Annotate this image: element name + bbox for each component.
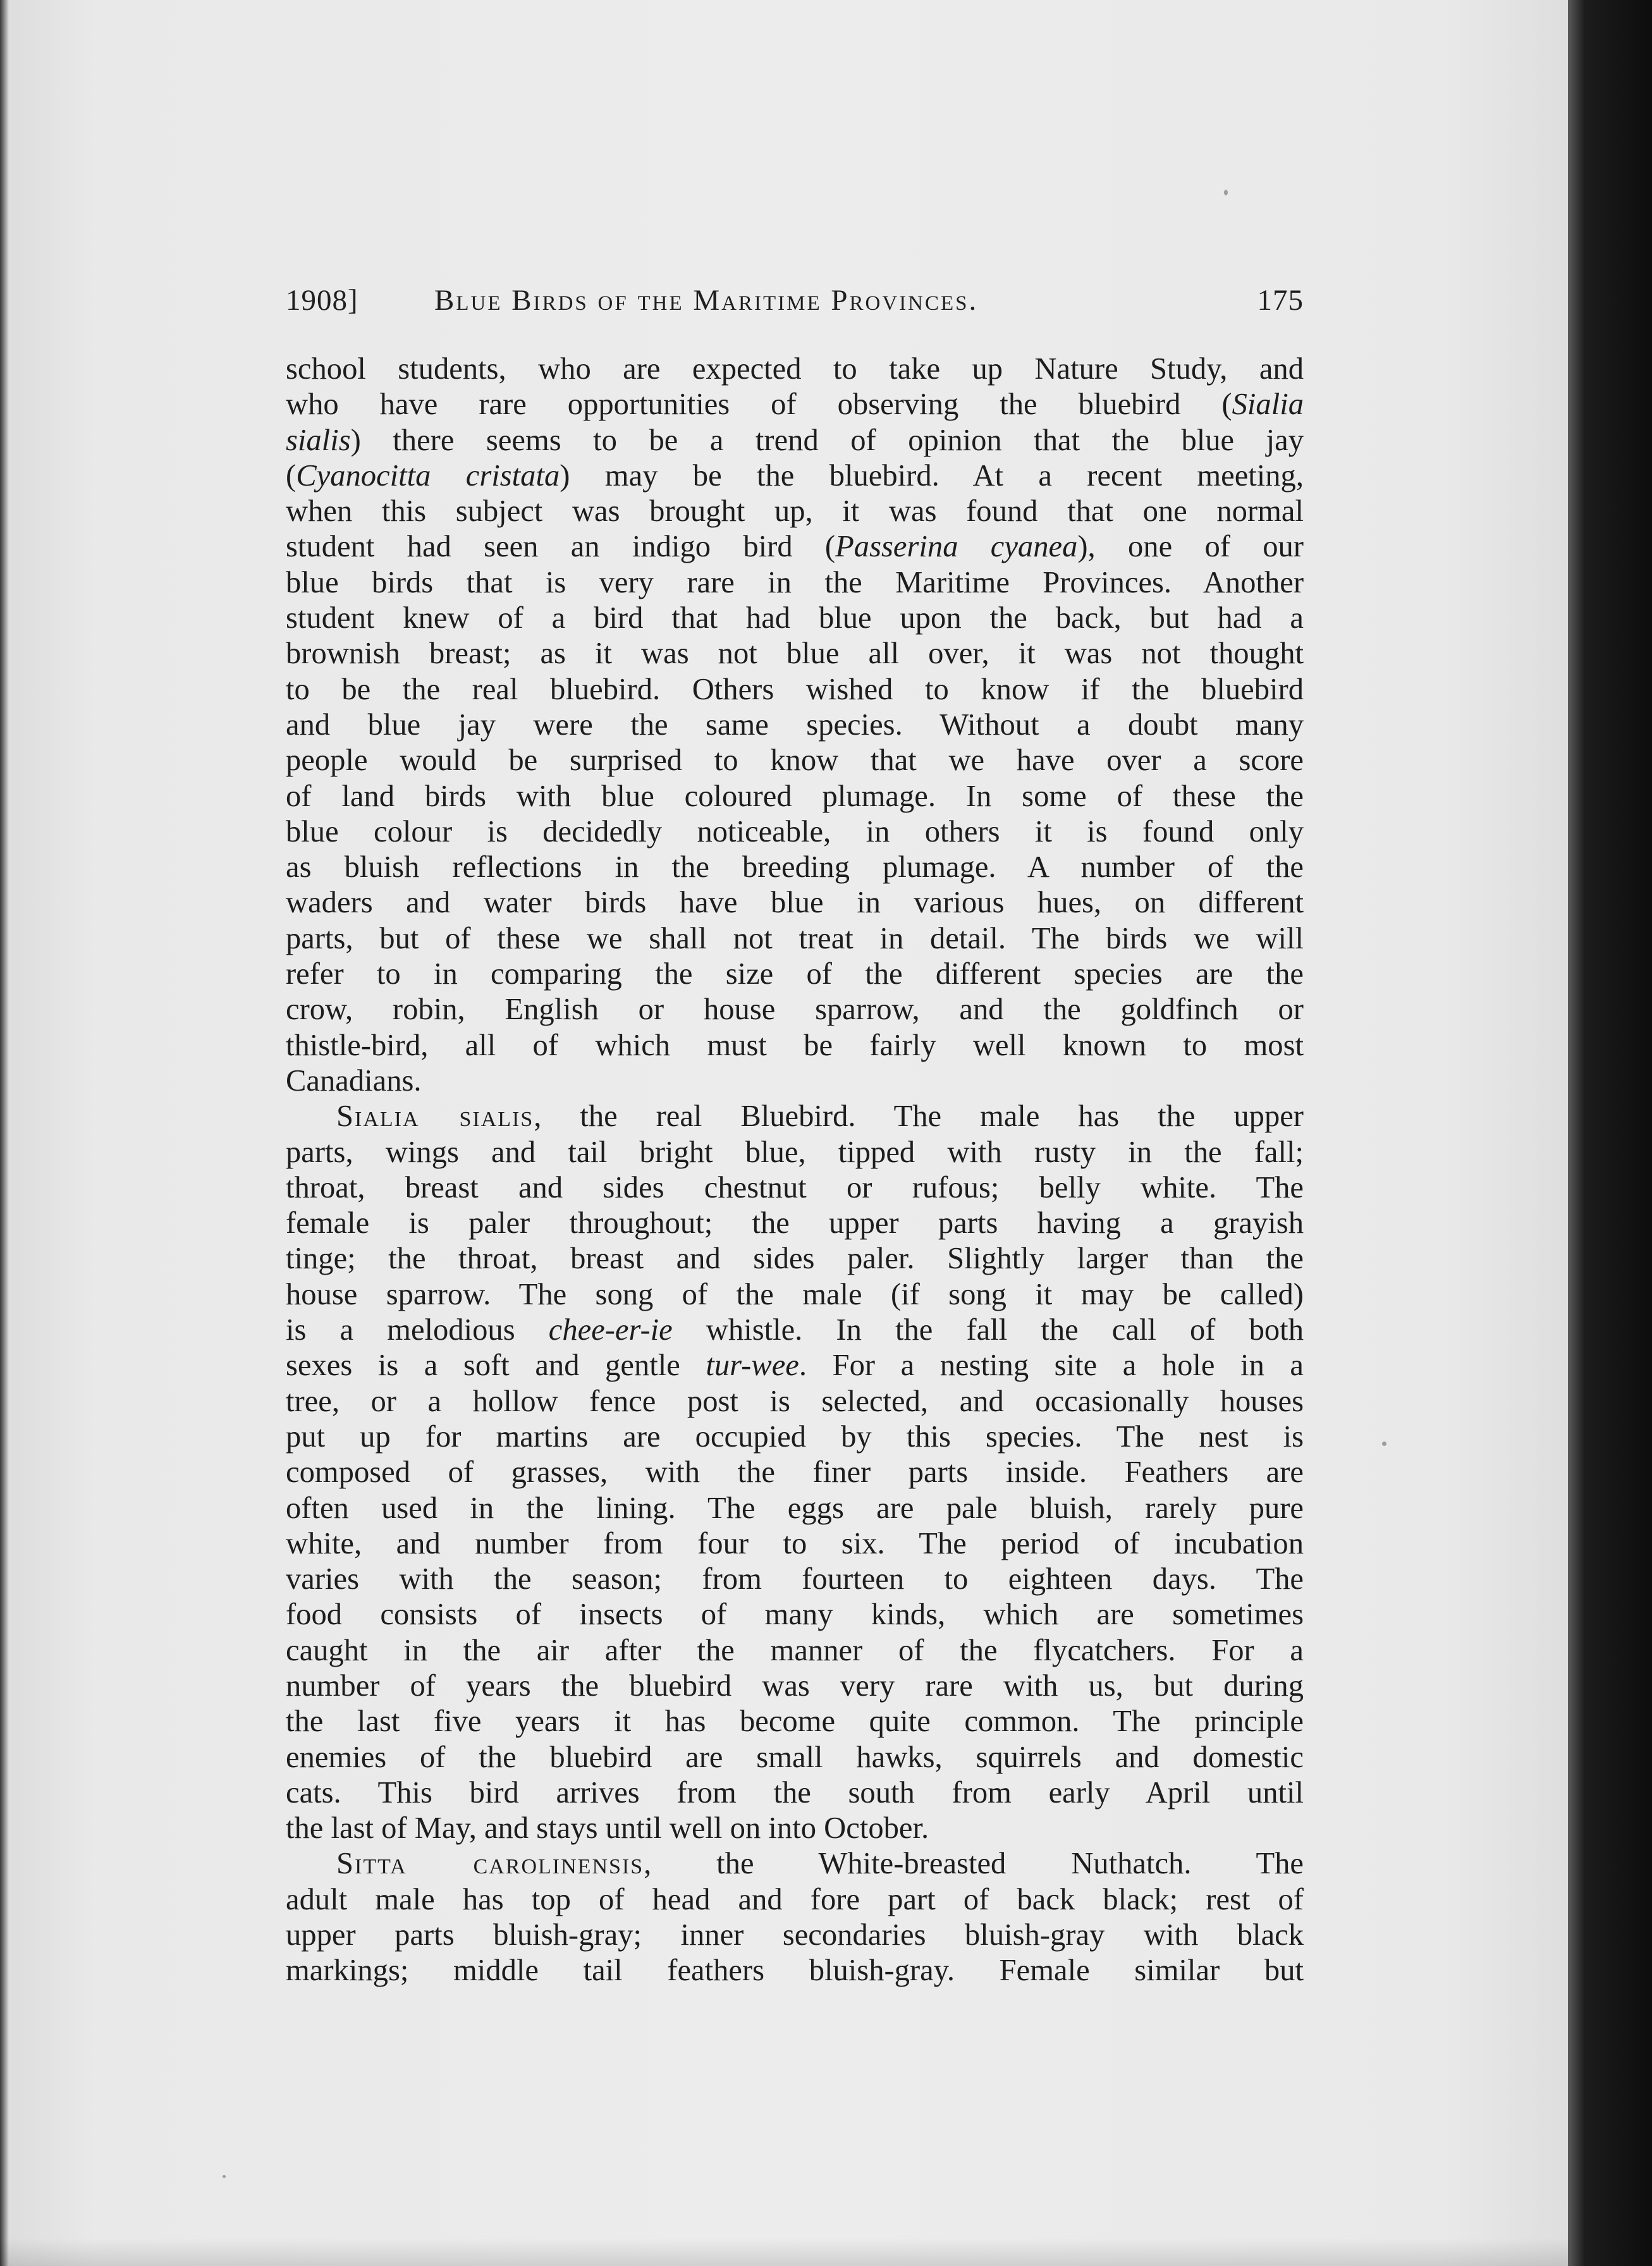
text-line bbox=[286, 671, 1304, 707]
text-line bbox=[286, 1027, 1304, 1063]
text-line bbox=[286, 600, 1304, 635]
text-segment: female is paler throughout; the upper parts having a grayish bbox=[286, 1206, 1304, 1240]
text-line bbox=[286, 1703, 1304, 1739]
text-segment: number of years the bluebird was very rare with us, but during bbox=[286, 1668, 1304, 1703]
text-line bbox=[286, 386, 1304, 422]
page-bottom-shadow bbox=[0, 2238, 1568, 2266]
text-segment: thistle-bird, all of which must be fairly well known to most bbox=[286, 1027, 1304, 1062]
text-segment: , the real Bluebird. The male has the upper bbox=[534, 1099, 1304, 1134]
text-line bbox=[286, 422, 1304, 458]
text-line bbox=[286, 1063, 1304, 1098]
text-segment: upper parts bluish-gray; inner secondaries bluish-gray with black bbox=[286, 1918, 1304, 1952]
text-segment: as bluish reflections in the breeding plumage. A number of the bbox=[286, 850, 1304, 885]
text-segment: parts, but of these we shall not treat in detail. The birds we will bbox=[286, 921, 1304, 955]
dust-speck bbox=[1224, 190, 1228, 195]
text-segment: markings; middle tail feathers bluish-gray. Female similar but bbox=[286, 1953, 1304, 1988]
text-line bbox=[286, 1882, 1304, 1917]
text-line bbox=[286, 1419, 1304, 1454]
text-segment: to be the real bluebird. Others wished to know if the bluebird bbox=[286, 671, 1304, 706]
text-segment: house sparrow. The song of the male (if song it may be called) bbox=[286, 1277, 1304, 1311]
text-line bbox=[286, 778, 1304, 814]
text-line bbox=[286, 991, 1304, 1027]
text-line bbox=[286, 1561, 1304, 1596]
text-segment: parts, wings and tail bright blue, tipped with rusty in the fall; bbox=[286, 1134, 1304, 1169]
text-line bbox=[286, 1632, 1304, 1668]
text-line bbox=[286, 1277, 1304, 1312]
text-segment: . For a nesting site a hole in a bbox=[798, 1348, 1304, 1383]
page-number: 175 bbox=[1257, 284, 1304, 317]
text-segment: blue colour is decidedly noticeable, in others it is found only bbox=[286, 814, 1304, 848]
text-segment: and blue jay were the same species. Without a doubt many bbox=[286, 707, 1304, 742]
text-line bbox=[286, 1739, 1304, 1775]
text-line bbox=[286, 351, 1304, 386]
text-line bbox=[286, 1134, 1304, 1170]
text-segment: food consists of insects of many kinds, which are sometimes bbox=[286, 1597, 1304, 1632]
text-line bbox=[286, 635, 1304, 671]
text-line bbox=[286, 1383, 1304, 1419]
text-segment: enemies of the bluebird are small hawks, squirrels and domestic bbox=[286, 1739, 1304, 1774]
text-segment: brownish breast; as it was not blue all over, it was not thought bbox=[286, 636, 1304, 671]
text-segment: the last of May, and stays until well on into October. bbox=[286, 1811, 929, 1846]
dust-speck bbox=[1382, 1442, 1386, 1446]
text-line bbox=[286, 1775, 1304, 1810]
text-line bbox=[286, 1098, 1304, 1134]
text-segment: white, and number from four to six. The period of incubation bbox=[286, 1526, 1304, 1560]
text-line bbox=[286, 1668, 1304, 1703]
text-segment: often used in the lining. The eggs are pale bluish, rarely pure bbox=[286, 1490, 1304, 1525]
text-segment: the last five years it has become quite common. The principle bbox=[286, 1704, 1304, 1739]
text-line bbox=[286, 1596, 1304, 1632]
dust-speck bbox=[223, 2175, 226, 2178]
text-line bbox=[286, 1846, 1304, 1881]
italic-species-name: chee-er-ie bbox=[548, 1313, 673, 1347]
text-line bbox=[286, 1490, 1304, 1526]
text-segment: composed of grasses, with the finer parts inside. Feathers are bbox=[286, 1455, 1304, 1490]
page-left-edge bbox=[0, 0, 9, 2266]
text-segment: who have rare opportunities of observing the bluebird ( bbox=[286, 387, 1232, 422]
italic-species-name: sialis bbox=[286, 422, 351, 457]
text-line bbox=[286, 565, 1304, 600]
text-segment: , the White-breasted Nuthatch. The bbox=[644, 1846, 1304, 1881]
text-segment: is a melodious bbox=[286, 1313, 549, 1347]
text-segment: ), one of our bbox=[1077, 529, 1304, 564]
text-line bbox=[286, 849, 1304, 885]
text-line bbox=[286, 529, 1304, 564]
text-segment: cats. This bird arrives from the south from early April until bbox=[286, 1775, 1304, 1810]
text-line bbox=[286, 1454, 1304, 1490]
text-segment: tinge; the throat, breast and sides paler. Slightly larger than the bbox=[286, 1241, 1304, 1276]
text-segment: ) there seems to be a trend of opinion that the blue jay bbox=[350, 422, 1304, 457]
running-head-year: 1908] bbox=[286, 284, 358, 317]
text-line bbox=[286, 1170, 1304, 1205]
text-segment: crow, robin, English or house sparrow, and the goldfinch or bbox=[286, 992, 1304, 1027]
text-segment: student had seen an indigo bird ( bbox=[286, 529, 836, 564]
text-line bbox=[286, 1312, 1304, 1347]
italic-species-name: Sialia bbox=[1232, 387, 1304, 422]
species-heading: Sitta carolinensis bbox=[336, 1846, 644, 1881]
text-line bbox=[286, 1917, 1304, 1952]
text-segment: waders and water birds have blue in various hues, on different bbox=[286, 885, 1304, 920]
text-line bbox=[286, 707, 1304, 742]
text-segment: Canadians. bbox=[286, 1063, 422, 1098]
text-line bbox=[286, 458, 1304, 493]
italic-species-name: tur-wee bbox=[706, 1348, 799, 1383]
text-segment: caught in the air after the manner of the flycatchers. For a bbox=[286, 1632, 1304, 1667]
text-line bbox=[286, 1205, 1304, 1240]
text-segment: adult male has top of head and fore part of back black; rest of bbox=[286, 1882, 1304, 1916]
text-line bbox=[286, 1810, 1304, 1846]
text-line bbox=[286, 1952, 1304, 1988]
text-segment: refer to in comparing the size of the different species are the bbox=[286, 957, 1304, 991]
text-segment: put up for martins are occupied by this species. The nest is bbox=[286, 1419, 1304, 1454]
text-line bbox=[286, 1347, 1304, 1383]
text-segment: school students, who are expected to take up Nature Study, and bbox=[286, 352, 1304, 386]
text-line bbox=[286, 814, 1304, 849]
text-segment: whistle. In the fall the call of both bbox=[672, 1313, 1304, 1347]
text-line bbox=[286, 956, 1304, 991]
text-line bbox=[286, 493, 1304, 529]
text-line bbox=[286, 742, 1304, 778]
text-segment: student knew of a bird that had blue upon the back, but had a bbox=[286, 601, 1304, 635]
text-line bbox=[286, 921, 1304, 956]
italic-species-name: Passerina cyanea bbox=[835, 529, 1078, 564]
text-line bbox=[286, 885, 1304, 920]
running-head-title: Blue Birds of the Maritime Provinces. bbox=[434, 284, 979, 317]
text-line bbox=[286, 1240, 1304, 1276]
text-segment: blue birds that is very rare in the Maritime Provinces. Another bbox=[286, 565, 1304, 599]
text-segment: of land birds with blue coloured plumage. In some of these the bbox=[286, 778, 1304, 813]
text-segment: when this subject was brought up, it was found that one normal bbox=[286, 494, 1304, 529]
text-segment: tree, or a hollow fence post is selected, and occasionally houses bbox=[286, 1383, 1304, 1418]
text-segment: varies with the season; from fourteen to eighteen days. The bbox=[286, 1562, 1304, 1596]
italic-species-name: Cyanocitta cristata bbox=[296, 458, 560, 493]
text-segment: throat, breast and sides chestnut or rufous; belly white. The bbox=[286, 1170, 1304, 1204]
scan-dark-border bbox=[1568, 0, 1652, 2266]
text-line bbox=[286, 1526, 1304, 1561]
text-segment: people would be surprised to know that we have over a score bbox=[286, 743, 1304, 778]
article-body bbox=[286, 351, 1304, 1988]
running-head bbox=[286, 283, 1304, 321]
species-heading: Sialia sialis bbox=[336, 1099, 534, 1134]
text-segment: ) may be the bluebird. At a recent meeting, bbox=[560, 458, 1304, 493]
text-segment: ( bbox=[286, 458, 297, 493]
text-segment: sexes is a soft and gentle bbox=[286, 1348, 706, 1383]
